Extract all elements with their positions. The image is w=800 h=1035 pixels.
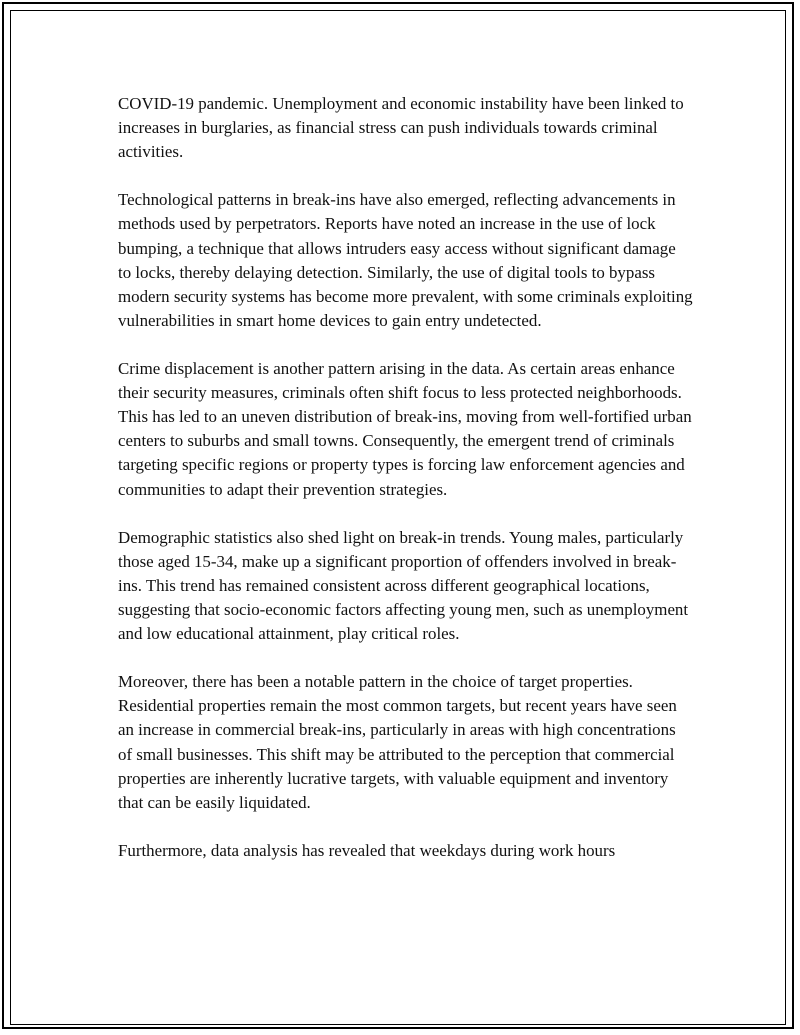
paragraph: Demographic statistics also shed light on break-in trends. Young males, particularly those aged 15-34, make up a significant proportion of offenders involved in break-ins. This trend has remained consistent across different geographical locations, suggesting that socio-economic factors affecting young men, such as unemployment and low educational attainment, play critical roles. bbox=[118, 527, 689, 644]
paragraph: COVID-19 pandemic. Unemployment and economic instability have been linked to increases in burglaries, as financial stress can push individuals towards criminal activities. bbox=[118, 94, 684, 162]
paragraph: Moreover, there has been a notable pattern in the choice of target properties. Residential properties remain the most common targets, but recent years have seen an increase in commercial break-ins, particularly in areas with high concentrations of small businesses. This shift may be attributed to the perception that commercial properties are inherently lucrative targets, with valuable equipment and inventory that can be easily liquidated. bbox=[118, 672, 677, 812]
paragraph: Furthermore, data analysis has revealed that weekdays during work hours bbox=[118, 840, 616, 860]
document-body bbox=[118, 92, 693, 863]
paragraph: Crime displacement is another pattern arising in the data. As certain areas enhance their security measures, criminals often shift focus to less protected neighborhoods. This has led to an uneven distribution of break-ins, moving from well-fortified urban centers to suburbs and small towns. Consequently, the emergent trend of criminals targeting specific regions or property types is forcing law enforcement agencies and communities to adapt their prevention strategies. bbox=[118, 359, 692, 499]
paragraph: Technological patterns in break-ins have also emerged, reflecting advancements in methods used by perpetrators. Reports have noted an increase in the use of lock bumping, a technique that allows intruders easy access without significant damage to locks, thereby delaying detection. Similarly, the use of digital tools to bypass modern security systems has become more prevalent, with some criminals exploiting vulnerabilities in smart home devices to gain entry undetected. bbox=[118, 190, 693, 330]
